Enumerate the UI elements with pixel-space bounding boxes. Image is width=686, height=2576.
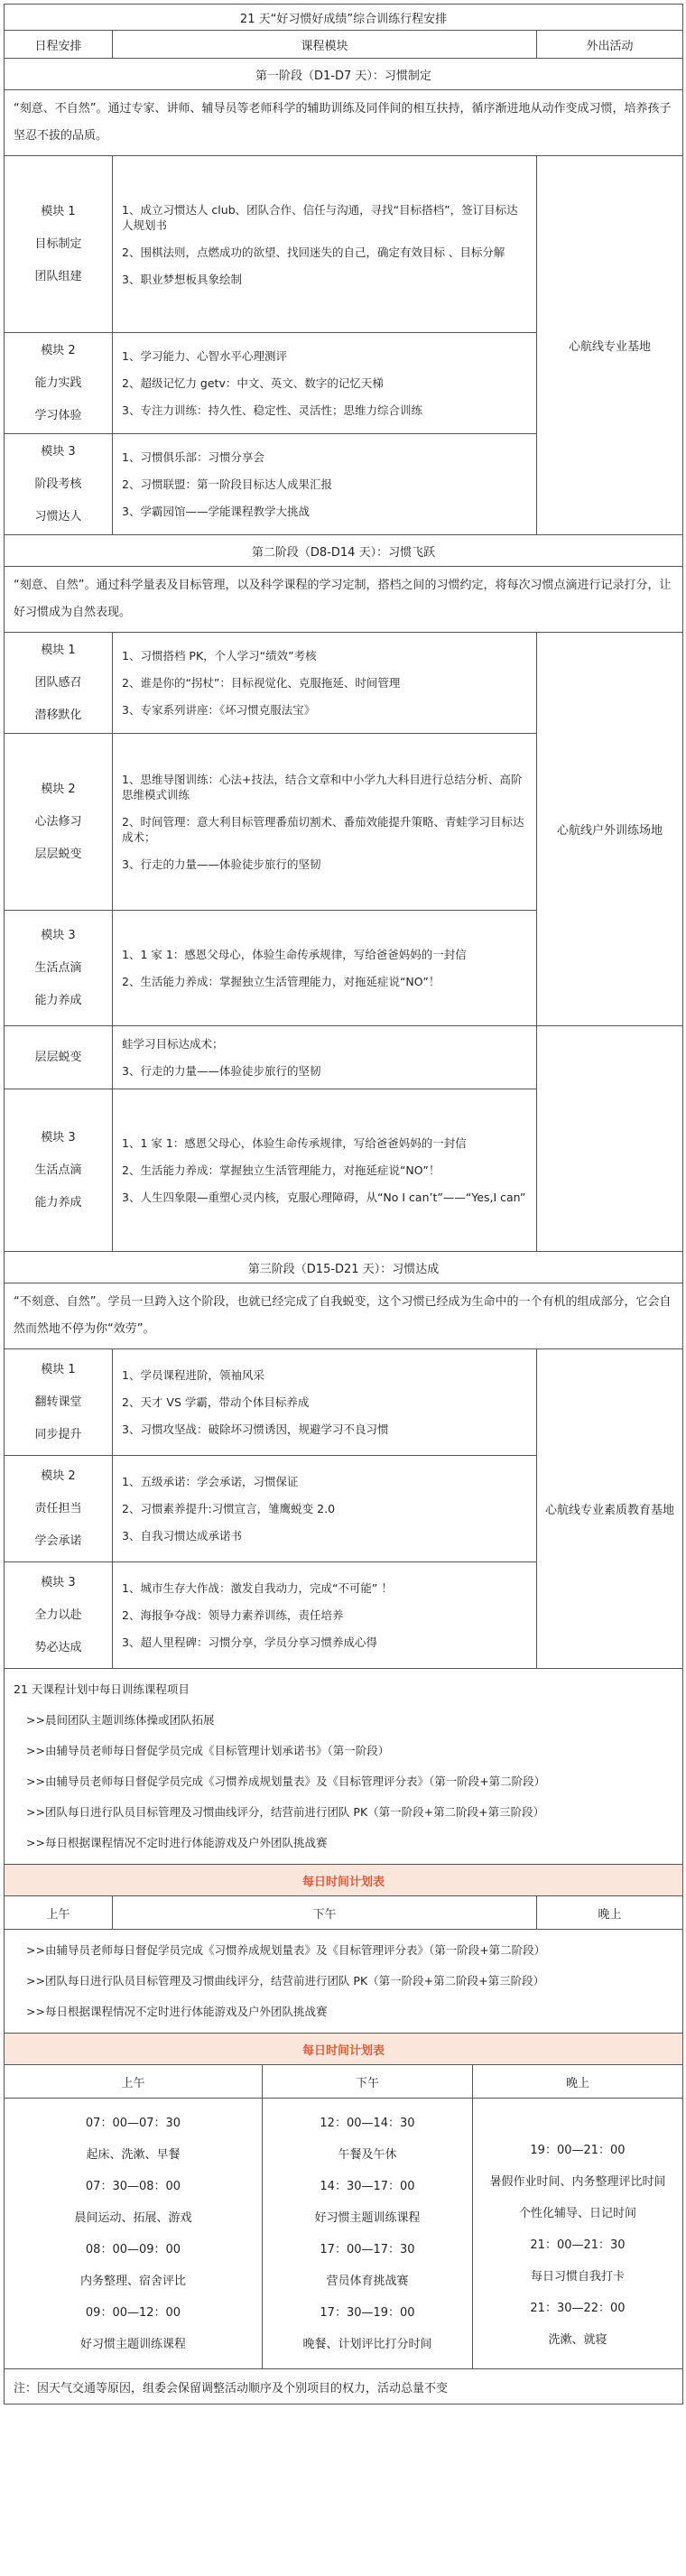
list-item: 3、专家系列讲座：《坏习惯克服法宝》 — [122, 703, 316, 717]
module-topic-2: 习惯达人 — [34, 509, 82, 524]
stage1-module3-items — [113, 434, 537, 535]
stage3-module3-items — [113, 1562, 537, 1669]
itinerary-page — [4, 4, 682, 2405]
activity-label: 晨间运动、拓展、游戏 — [74, 2211, 192, 2225]
module-topic-2: 能力养成 — [34, 993, 82, 1007]
header-course-module: 课程模块 — [113, 31, 537, 59]
list-item: 3、职业梦想板具象绘制 — [122, 272, 242, 286]
module-number: 模块 2 — [41, 782, 76, 796]
list-item: >>晨间团队主题训练体操或团队拓展 — [26, 1713, 215, 1727]
time-slot: 12：00—14：30 — [320, 2117, 415, 2130]
stage1-module2-items — [113, 333, 537, 434]
module-number: 模块 1 — [41, 204, 76, 218]
list-item: 1、1 家 1：感恩父母心，体验生命传承规律，写给爸爸妈妈的一封信 — [122, 1136, 467, 1150]
stage3-module1-name — [5, 1349, 113, 1456]
time-slot: 17：00—17：30 — [320, 2243, 415, 2256]
list-item: 1、五级承诺：学会承诺，习惯保证 — [122, 1475, 299, 1488]
overlap-module-label: 层层蜕变 — [5, 1026, 113, 1089]
activity-label: 洗漱、就寝 — [548, 2333, 607, 2347]
daily-training-title: 21 天课程计划中每日训练课程项目 — [14, 1682, 190, 1696]
module-topic-1: 责任担当 — [34, 1501, 82, 1515]
list-item: 2、生活能力养成：掌握独立生活管理能力，对拖延症说“NO”！ — [122, 1163, 440, 1177]
module-topic-1: 阶段考核 — [34, 477, 82, 491]
schedule-morning-header: 上午 — [5, 1896, 113, 1930]
module-number: 模块 3 — [41, 444, 76, 459]
module-topic-2: 学会承诺 — [34, 1534, 82, 1548]
stage2-activity: 心航线户外训练场地 — [537, 633, 683, 1026]
overlap-module3-name — [5, 1089, 113, 1252]
activity-label: 内务整理、宿舍评比 — [79, 2275, 186, 2288]
stage2-module2-items — [113, 734, 537, 911]
module-topic-1: 生活点滴 — [34, 960, 82, 975]
list-item: 1、学习能力、心智水平心理测评 — [122, 349, 287, 363]
schedule-morning-header: 上午 — [5, 2065, 263, 2099]
activity-label: 晚餐、计划评比打分时间 — [302, 2338, 432, 2351]
list-item: 蛙学习目标达成术； — [122, 1037, 224, 1051]
list-item: >>团队每日进行队员目标管理及习惯曲线评分，结营前进行团队 PK（第一阶段+第二阶段+第三阶段） — [26, 1805, 545, 1819]
list-item: 1、习惯搭档 PK，个人学习“绩效”考核 — [122, 649, 317, 663]
stage2-module2-name — [5, 734, 113, 911]
table-title: 21 天“好习惯好成绩”综合训练行程安排 — [5, 5, 683, 31]
list-item: 2、时间管理：意大利目标管理番茄切割术、番茄效能提升策略、青蛙学习目标达成术； — [122, 815, 524, 844]
schedule-afternoon — [263, 2099, 473, 2369]
list-item: >>由辅导员老师每日督促学员完成《目标管理计划承诺书》（第一阶段） — [26, 1744, 390, 1757]
list-item: 2、生活能力养成：掌握独立生活管理能力，对拖延症说“NO”！ — [122, 975, 440, 988]
activity-label: 好习惯主题训练课程 — [79, 2338, 186, 2351]
activity-label: 每日习惯自我打卡 — [530, 2270, 625, 2284]
stage1-activity: 心航线专业基地 — [537, 156, 683, 535]
list-item: 2、海报争夺战：领导力素养训练，责任培养 — [122, 1608, 344, 1622]
activity-label: 午餐及午休 — [338, 2148, 397, 2162]
header-outdoor-activity: 外出活动 — [537, 31, 683, 59]
stage1-description: “刻意、不自然”。通过专家、讲师、辅导员等老师科学的辅助训练及同伴间的相互扶持，循序渐进地从动作变成习惯，培养孩子坚忍不拔的品质。 — [5, 90, 683, 156]
list-item: 2、围棋法则，点燃成功的欲望、找回迷失的自己，确定有效目标 、目标分解 — [122, 245, 505, 259]
list-item: 1、思维导图训练：心法+技法，结合文章和中小学九大科目进行总结分析、高阶思维模式训练 — [122, 773, 523, 802]
time-slot: 21：00—21：30 — [530, 2238, 626, 2252]
list-item: 1、城市生存大作战：激发自我动力，完成“不可能” ！ — [122, 1581, 393, 1595]
list-item: 2、习惯联盟：第一阶段目标达人成果汇报 — [122, 477, 332, 491]
module-number: 模块 2 — [41, 1469, 76, 1483]
time-slot: 09：00—12：00 — [85, 2306, 181, 2320]
list-item: 3、行走的力量——体验徒步旅行的坚韧 — [122, 1064, 321, 1078]
stage1-module1-items — [113, 156, 537, 333]
list-item: 3、行走的力量——体验徒步旅行的坚韧 — [122, 857, 321, 871]
schedule-evening-header: 晚上 — [473, 2065, 683, 2099]
activity-label: 起床、洗漱、早餐 — [86, 2148, 181, 2162]
time-slot: 14：30—17：00 — [320, 2180, 415, 2193]
schedule-afternoon-header: 下午 — [113, 1896, 537, 1930]
list-item: 3、自我习惯达成承诺书 — [122, 1529, 242, 1543]
overlap-module-items — [113, 1026, 537, 1089]
module-number: 模块 3 — [41, 1575, 76, 1589]
list-item: 3、习惯攻坚战：破除坏习惯诱因，规避学习不良习惯 — [122, 1422, 389, 1436]
itinerary-table — [4, 4, 683, 2065]
module-topic-2: 势必达成 — [34, 1640, 82, 1654]
stage3-activity: 心航线专业素质教育基地 — [537, 1349, 683, 1669]
list-item: >>由辅导员老师每日督促学员完成《习惯养成规划量表》及《目标管理评分表》（第一阶段+第二阶段） — [26, 1774, 546, 1788]
list-item: 3、学霸园馆——学能课程教学大挑战 — [122, 505, 310, 518]
time-slot: 07：00—07：30 — [85, 2117, 181, 2130]
list-item: 1、成立习惯达人 club、团队合作、信任与沟通，寻找“目标搭档”，签订目标达人规划书 — [122, 202, 518, 232]
activity-label: 好习惯主题训练课程 — [314, 2211, 421, 2225]
module-topic-1: 翻转课堂 — [34, 1395, 82, 1409]
module-topic-2: 团队组建 — [34, 269, 82, 283]
schedule-evening-header: 晚上 — [537, 1896, 683, 1930]
stage1-module2-name — [5, 333, 113, 434]
module-number: 模块 3 — [41, 1130, 76, 1144]
module-topic-2: 学习体验 — [34, 408, 82, 422]
header-schedule: 日程安排 — [5, 31, 113, 59]
list-item: 2、谁是你的“拐杖”：目标视觉化、克服拖延、时间管理 — [122, 676, 401, 690]
activity-label: 个性化辅导、日记时间 — [518, 2207, 636, 2220]
overlap-activity-cell — [537, 1026, 683, 1252]
module-topic-1: 能力实践 — [34, 375, 82, 390]
module-number: 模块 1 — [41, 1362, 76, 1376]
stage3-module3-name — [5, 1562, 113, 1669]
list-item: 1、1 家 1：感恩父母心，体验生命传承规律，写给爸爸妈妈的一封信 — [122, 948, 467, 961]
module-topic-1: 目标制定 — [34, 236, 82, 251]
stage2-module3-name — [5, 911, 113, 1026]
module-number: 模块 2 — [41, 343, 76, 357]
time-slot: 19：00—21：00 — [530, 2144, 626, 2157]
list-item: 3、专注力训练：持久性、稳定性、灵活性；思维力综合训练 — [122, 403, 422, 417]
stage2-module3-items — [113, 911, 537, 1026]
time-slot: 17：30—19：00 — [320, 2306, 415, 2320]
schedule-title: 每日时间计划表 — [5, 1865, 683, 1896]
module-number: 模块 1 — [41, 643, 76, 657]
list-item: 2、超级记忆力 getv：中文、英文、数字的记忆天梯 — [122, 376, 384, 390]
module-topic-1: 生活点滴 — [34, 1163, 82, 1177]
list-item: 2、天才 VS 学霸，带动个体目标养成 — [122, 1395, 310, 1409]
stage3-module1-items — [113, 1349, 537, 1456]
overlap-daily-block — [5, 1930, 683, 2034]
stage2-module1-name — [5, 633, 113, 734]
list-item: >>团队每日进行队员目标管理及习惯曲线评分，结营前进行团队 PK（第一阶段+第二阶段+第三阶段） — [26, 1974, 545, 1988]
schedule-morning — [5, 2099, 263, 2369]
stage3-title: 第三阶段（D15-D21 天）：习惯达成 — [5, 1252, 683, 1283]
list-item: 1、学员课程进阶，领袖风采 — [122, 1368, 264, 1382]
overlap-module3-items — [113, 1089, 537, 1252]
module-number: 模块 3 — [41, 928, 76, 942]
module-topic-2: 层层蜕变 — [34, 847, 82, 861]
stage1-module3-name — [5, 434, 113, 535]
footer-note: 注：因天气交通等原因，组委会保留调整活动顺序及个别项目的权力，活动总量不变 — [5, 2369, 683, 2405]
list-item: >>每日根据课程情况不定时进行体能游戏及户外团队挑战赛 — [26, 2005, 328, 2018]
module-topic-1: 全力以赴 — [34, 1608, 82, 1622]
time-slot: 21：30—22：00 — [530, 2302, 626, 2315]
activity-label: 暑假作业时间、内务整理评比时间 — [489, 2175, 666, 2189]
module-topic-2: 同步提升 — [34, 1427, 82, 1441]
list-item: 2、习惯素养提升:习惯宣言，雏鹰蜕变 2.0 — [122, 1502, 336, 1515]
time-slot: 08：00—09：00 — [85, 2243, 181, 2256]
list-item: >>由辅导员老师每日督促学员完成《习惯养成规划量表》及《目标管理评分表》（第一阶段+第二阶段） — [26, 1943, 546, 1957]
stage2-module1-items — [113, 633, 537, 734]
schedule-afternoon-header: 下午 — [263, 2065, 473, 2099]
stage3-description: “不刻意、自然”。学员一旦跨入这个阶段，也就已经完成了自我蜕变，这个习惯已经成为生命中的一个有机的组成部分，它会自然而然地不停为你“效劳”。 — [5, 1283, 683, 1349]
stage3-module2-items — [113, 1456, 537, 1562]
list-item: 1、习惯俱乐部：习惯分享会 — [122, 450, 264, 464]
time-slot: 07：30—08：00 — [85, 2180, 181, 2193]
stage3-module2-name — [5, 1456, 113, 1562]
module-topic-1: 心法修习 — [34, 814, 82, 829]
stage2-description: “刻意、自然”。通过科学量表及目标管理，以及科学课程的学习定制，搭档之间的习惯约定，将每次习惯点滴进行记录打分，让好习惯成为自然表现。 — [5, 567, 683, 633]
activity-label: 营员体育挑战赛 — [326, 2275, 409, 2288]
stage1-module1-name — [5, 156, 113, 333]
list-item: >>每日根据课程情况不定时进行体能游戏及户外团队挑战赛 — [26, 1836, 328, 1849]
module-topic-2: 能力养成 — [34, 1195, 82, 1209]
list-item: 3、超人里程碑：习惯分享，学员分享习惯养成心得 — [122, 1635, 377, 1649]
list-item: 3、人生四象限—重塑心灵内核，克服心理障碍，从“No I can’t”——“Yes,I can” — [122, 1191, 526, 1204]
module-topic-1: 团队感召 — [34, 675, 82, 690]
daily-schedule-table — [4, 2064, 683, 2405]
daily-training-block — [5, 1669, 683, 1865]
module-topic-2: 潜移默化 — [34, 708, 82, 722]
stage2-title: 第二阶段（D8-D14 天）：习惯飞跃 — [5, 535, 683, 567]
stage1-title: 第一阶段（D1-D7 天）：习惯制定 — [5, 59, 683, 90]
schedule-title-2: 每日时间计划表 — [5, 2034, 683, 2065]
schedule-evening — [473, 2099, 683, 2369]
